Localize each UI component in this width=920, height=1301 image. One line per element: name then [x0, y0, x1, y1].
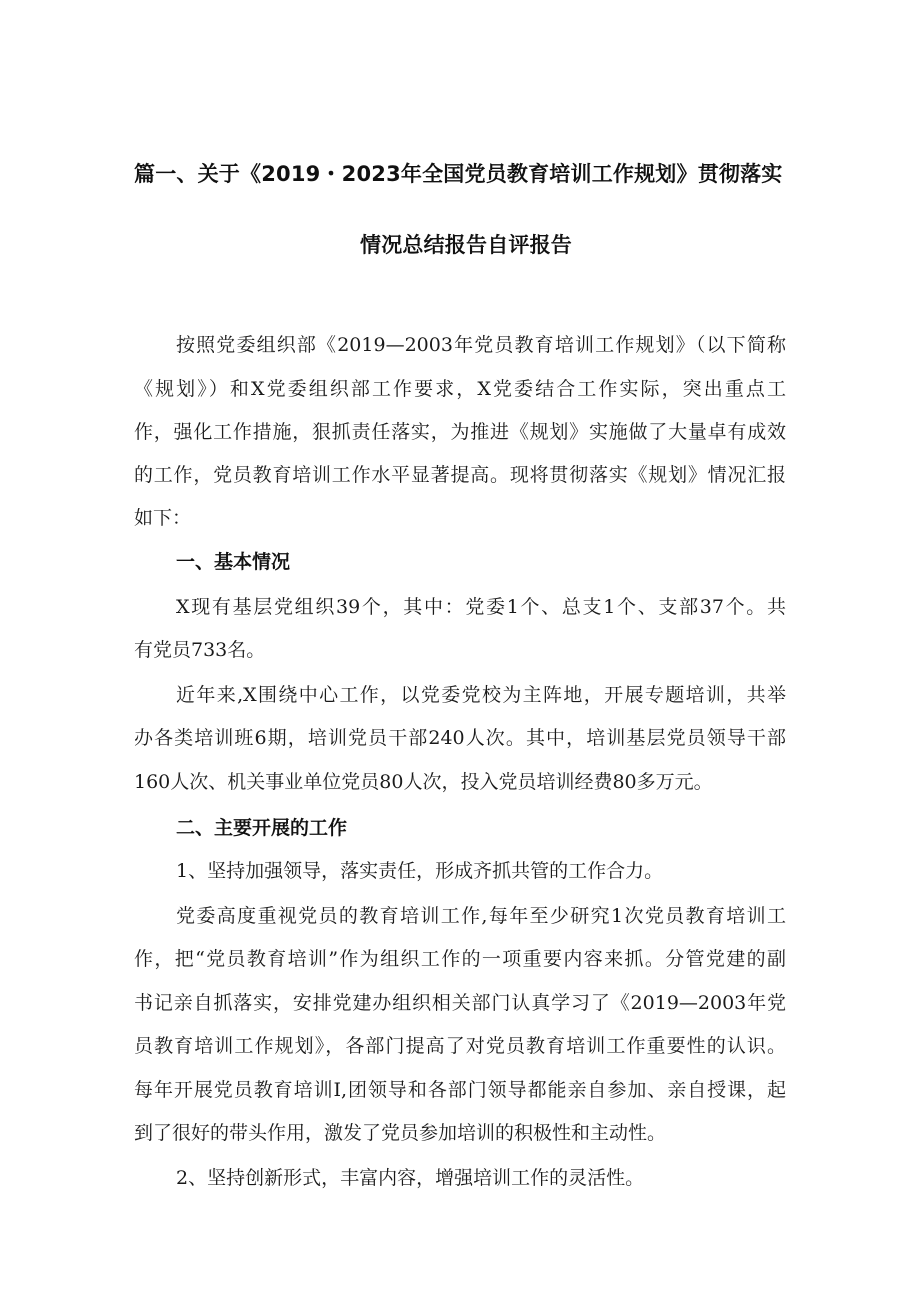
- intro-line-5: 如下：: [134, 507, 192, 529]
- section-2-para-1-line-3: 书记亲自抓落实，安排党建办组织相关部门认真学习了《2019—2003年党: [134, 992, 786, 1014]
- section-2-heading: 二、主要开展的工作: [176, 817, 348, 839]
- section-2-item-1: 1、坚持加强领导，落实责任，形成齐抓共管的工作合力。: [176, 860, 664, 882]
- intro-line-1: 按照党委组织部《2019—2003年党员教育培训工作规划》（以下简称: [176, 334, 786, 356]
- intro-line-3: 作，强化工作措施，狠抓责任落实，为推进《规划》实施做了大量卓有成效: [134, 421, 786, 443]
- section-1-heading: 一、基本情况: [176, 551, 291, 573]
- intro-line-2: 《规划》）和X党委组织部工作要求，X党委结合工作实际，突出重点工: [134, 378, 786, 400]
- document-title-line-2: 情况总结报告自评报告: [360, 233, 572, 257]
- section-1-para-2-line-2: 办各类培训班6期，培训党员干部240人次。其中，培训基层党员领导干部: [134, 727, 786, 749]
- intro-line-4: 的工作，党员教育培训工作水平显著提高。现将贯彻落实《规划》情况汇报: [134, 464, 786, 486]
- section-1-para-1-line-2: 有党员733名。: [134, 639, 266, 661]
- section-1-para-1-line-1: X现有基层党组织39个，其中：党委1个、总支1个、支部37个。共: [176, 596, 786, 618]
- section-1-para-2-line-3: 160人次、机关事业单位党员80人次，投入党员培训经费80多万元。: [134, 771, 713, 793]
- section-2-para-1-line-1: 党委高度重视党员的教育培训工作,每年至少研究1次党员教育培训工: [176, 905, 786, 927]
- document-title-line-1: 篇一、关于《2019・2023年全国党员教育培训工作规划》贯彻落实: [134, 162, 783, 186]
- section-1-para-2-line-1: 近年来,X围绕中心工作，以党委党校为主阵地，开展专题培训，共举: [176, 684, 786, 706]
- section-2-para-1-line-6: 到了很好的带头作用，激发了党员参加培训的积极性和主动性。: [134, 1122, 667, 1144]
- section-2-para-1-line-5: 每年开展党员教育培训I,团领导和各部门领导都能亲自参加、亲自授课，起: [134, 1079, 786, 1101]
- section-2-para-1-line-2: 作，把“党员教育培训”作为组织工作的一项重要内容来抓。分管党建的副: [134, 948, 786, 970]
- section-2-item-2: 2、坚持创新形式，丰富内容，增强培训工作的灵活性。: [176, 1167, 645, 1189]
- section-2-para-1-line-4: 员教育培训工作规划》，各部门提高了对党员教育培训工作重要性的认识。: [134, 1035, 786, 1057]
